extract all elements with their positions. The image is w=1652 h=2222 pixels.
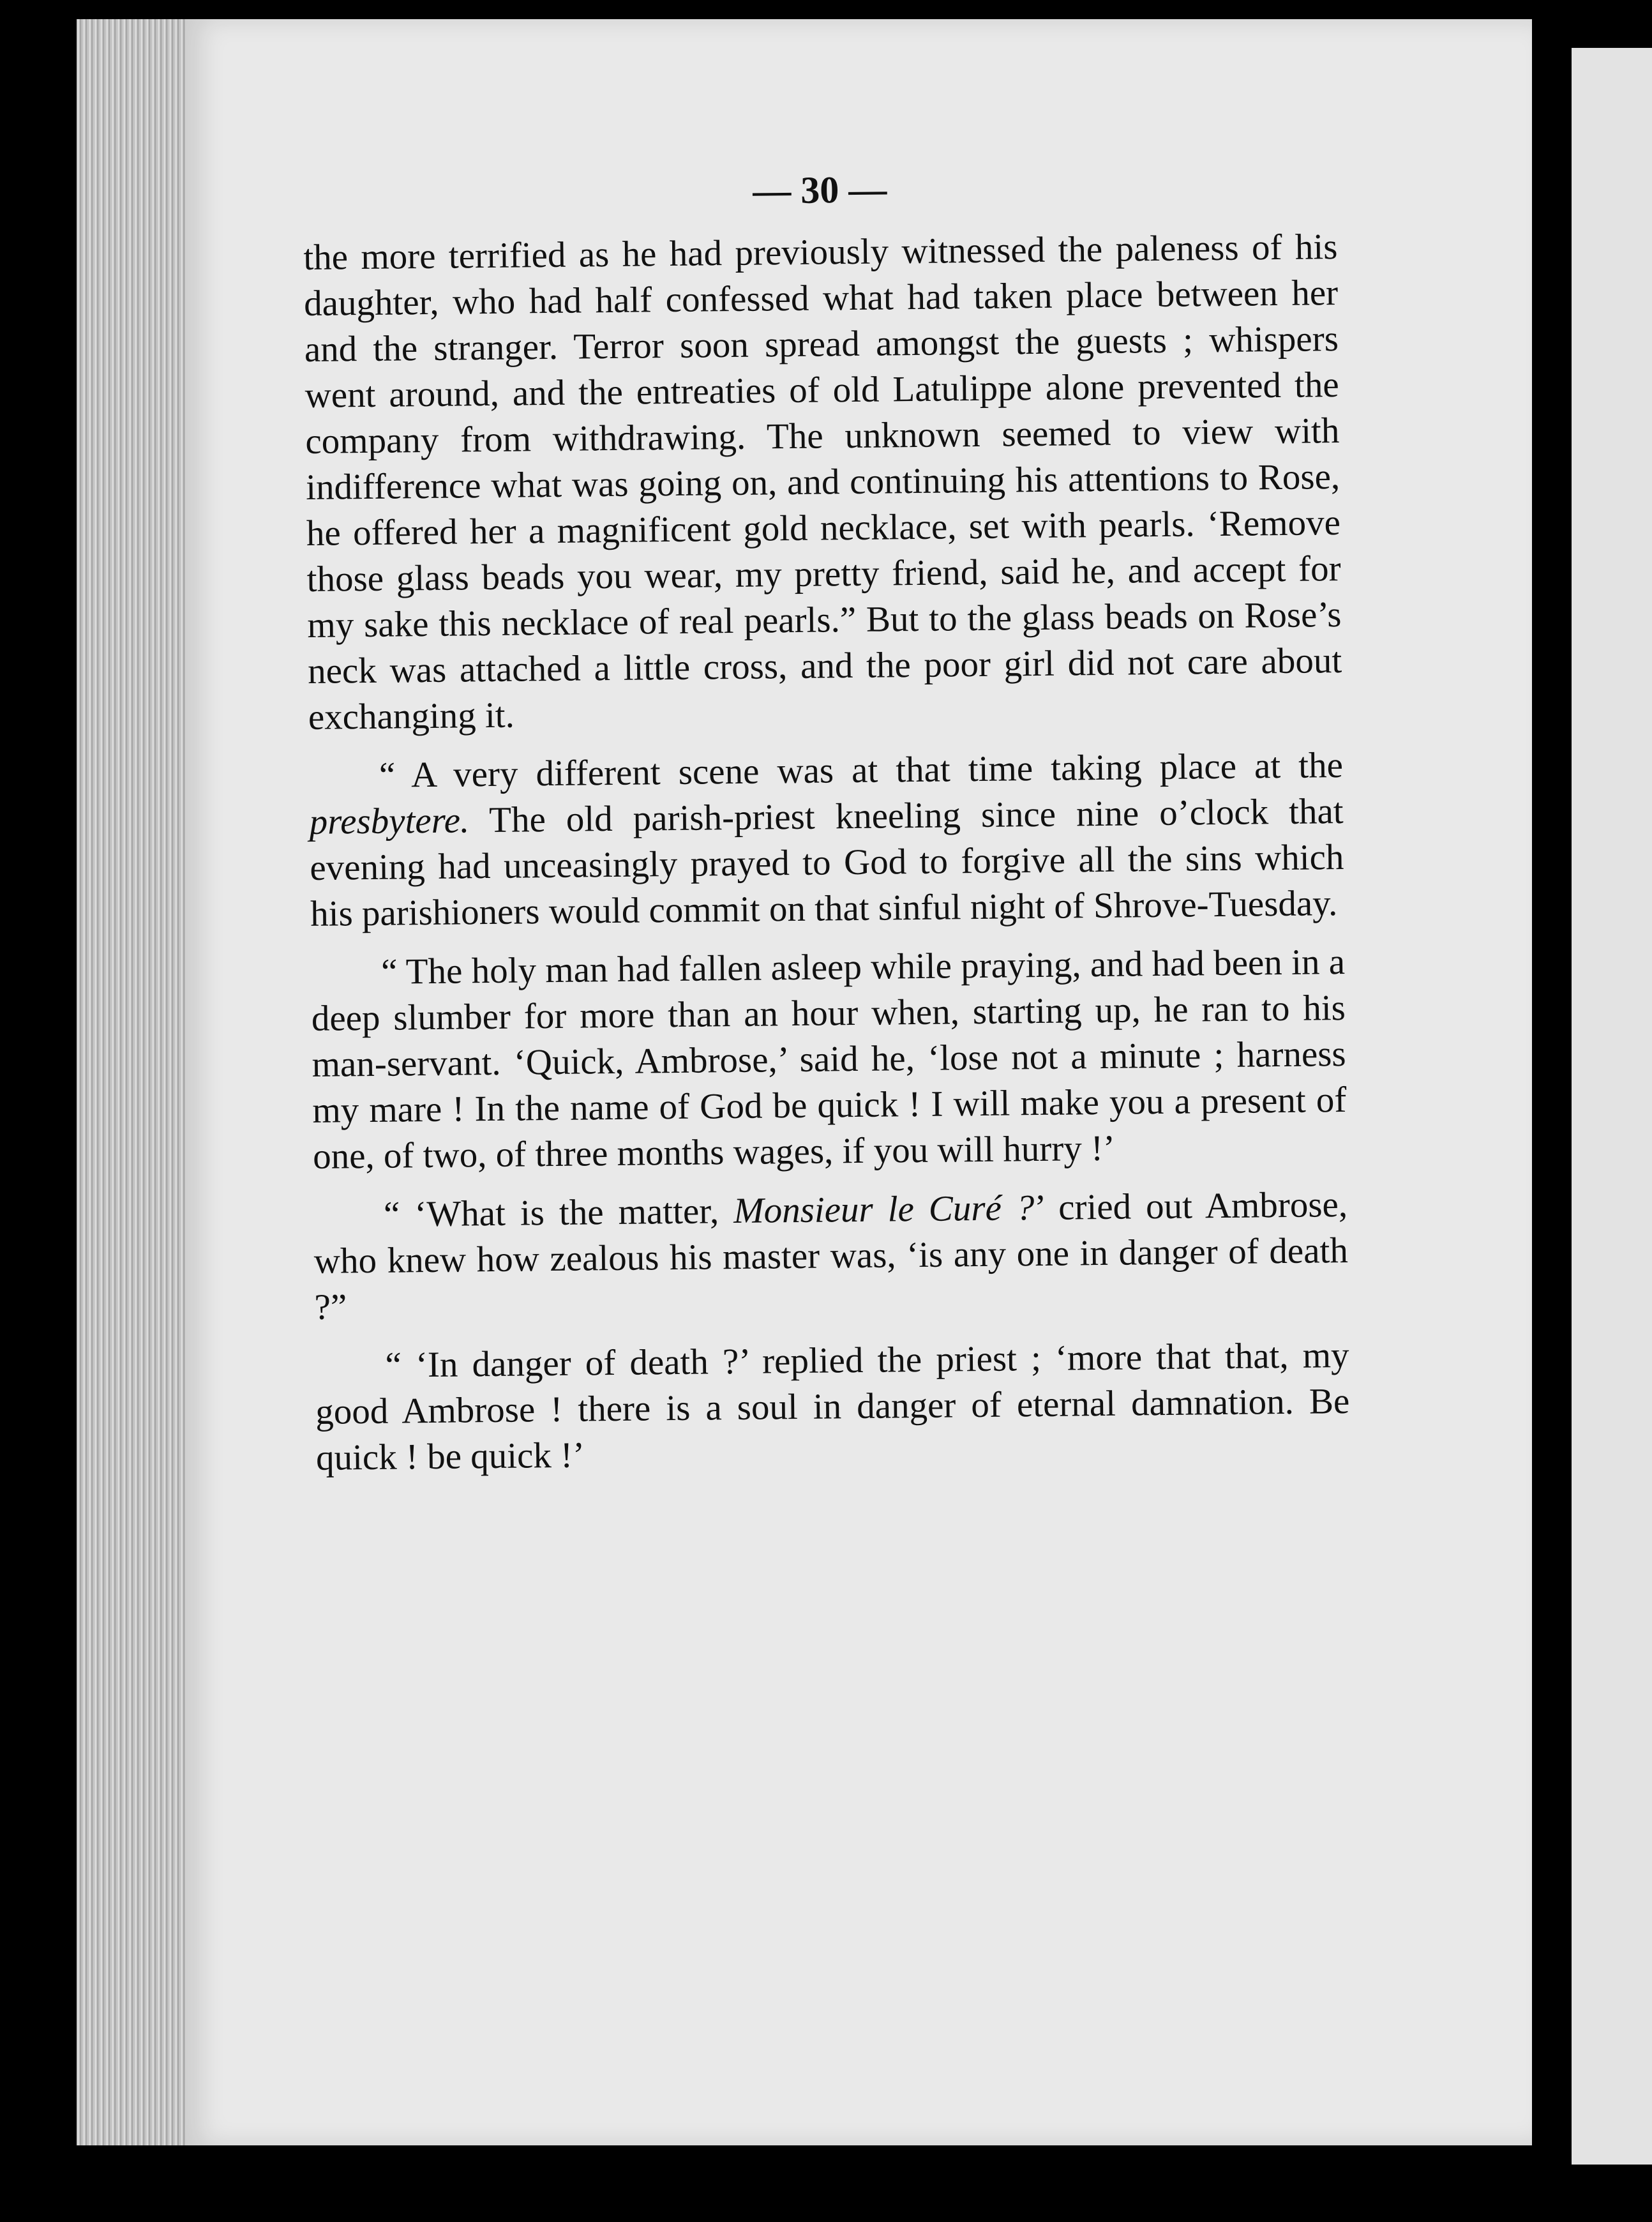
page-text — [303, 162, 1351, 1494]
paragraph — [311, 939, 1348, 1180]
italic-text: Monsieur le Curé ? — [733, 1188, 1035, 1232]
paragraph-list — [303, 224, 1350, 1481]
italic-text: presbytere. — [309, 800, 470, 842]
paragraph — [303, 224, 1342, 741]
text-run: the more terrified as he had previously witnessed the paleness of his daughter, who had half confessed what had taken place between her and the stranger. Terror soon spread amongst the guests ; whispers went around, and the entreaties of old Latulippe alone prevented the company from withdrawing. The unknown seemed to view with indifference what was going on, and continuing his attentions to Rose, he offered her a magnificent gold necklace, set with pearls. ‘Remove those glass beads you wear, my pretty friend, said he, and accept for my sake this necklace of real pearls.” But to the glass beads on Rose’s neck was attached a little cross, and the poor girl did not care about exchanging it. — [303, 227, 1342, 737]
paragraph — [313, 1182, 1349, 1331]
paragraph — [315, 1333, 1350, 1481]
text-run: “ A very different scene was at that time taking place at the — [379, 744, 1344, 796]
paragraph — [309, 743, 1345, 937]
text-run: “ The holy man had fallen asleep while praying, and had been in a deep slumber for more than an hour when, starting up, he ran to his man-servant. ‘Quick, Ambrose,’ said he, ‘lose not a minute ; harness my mare ! In the name of God be quick ! I will make you a present of one, of two, of three months wages, if you will hurry !’ — [311, 941, 1347, 1177]
page-number: — 30 — — [752, 168, 887, 212]
facing-page-edge — [1572, 48, 1652, 2165]
text-run: “ ‘In danger of death ?’ replied the priest ; ‘more that that, my good Ambrose ! there is a soul in danger of eternal damnation. Be quick ! be quick !’ — [315, 1334, 1350, 1478]
text-run: The old parish-priest kneeling since nine o’clock that evening had unceasingly prayed to God to forgive all the sins which his parishioners would commit on that sinful night of Shrove-Tuesday. — [310, 790, 1344, 934]
text-run: “ ‘What is the matter, — [383, 1191, 734, 1235]
text-run: ’ cried out Ambrose, who knew how zealous his master was, ‘is any one in danger of death ?” — [313, 1184, 1349, 1327]
